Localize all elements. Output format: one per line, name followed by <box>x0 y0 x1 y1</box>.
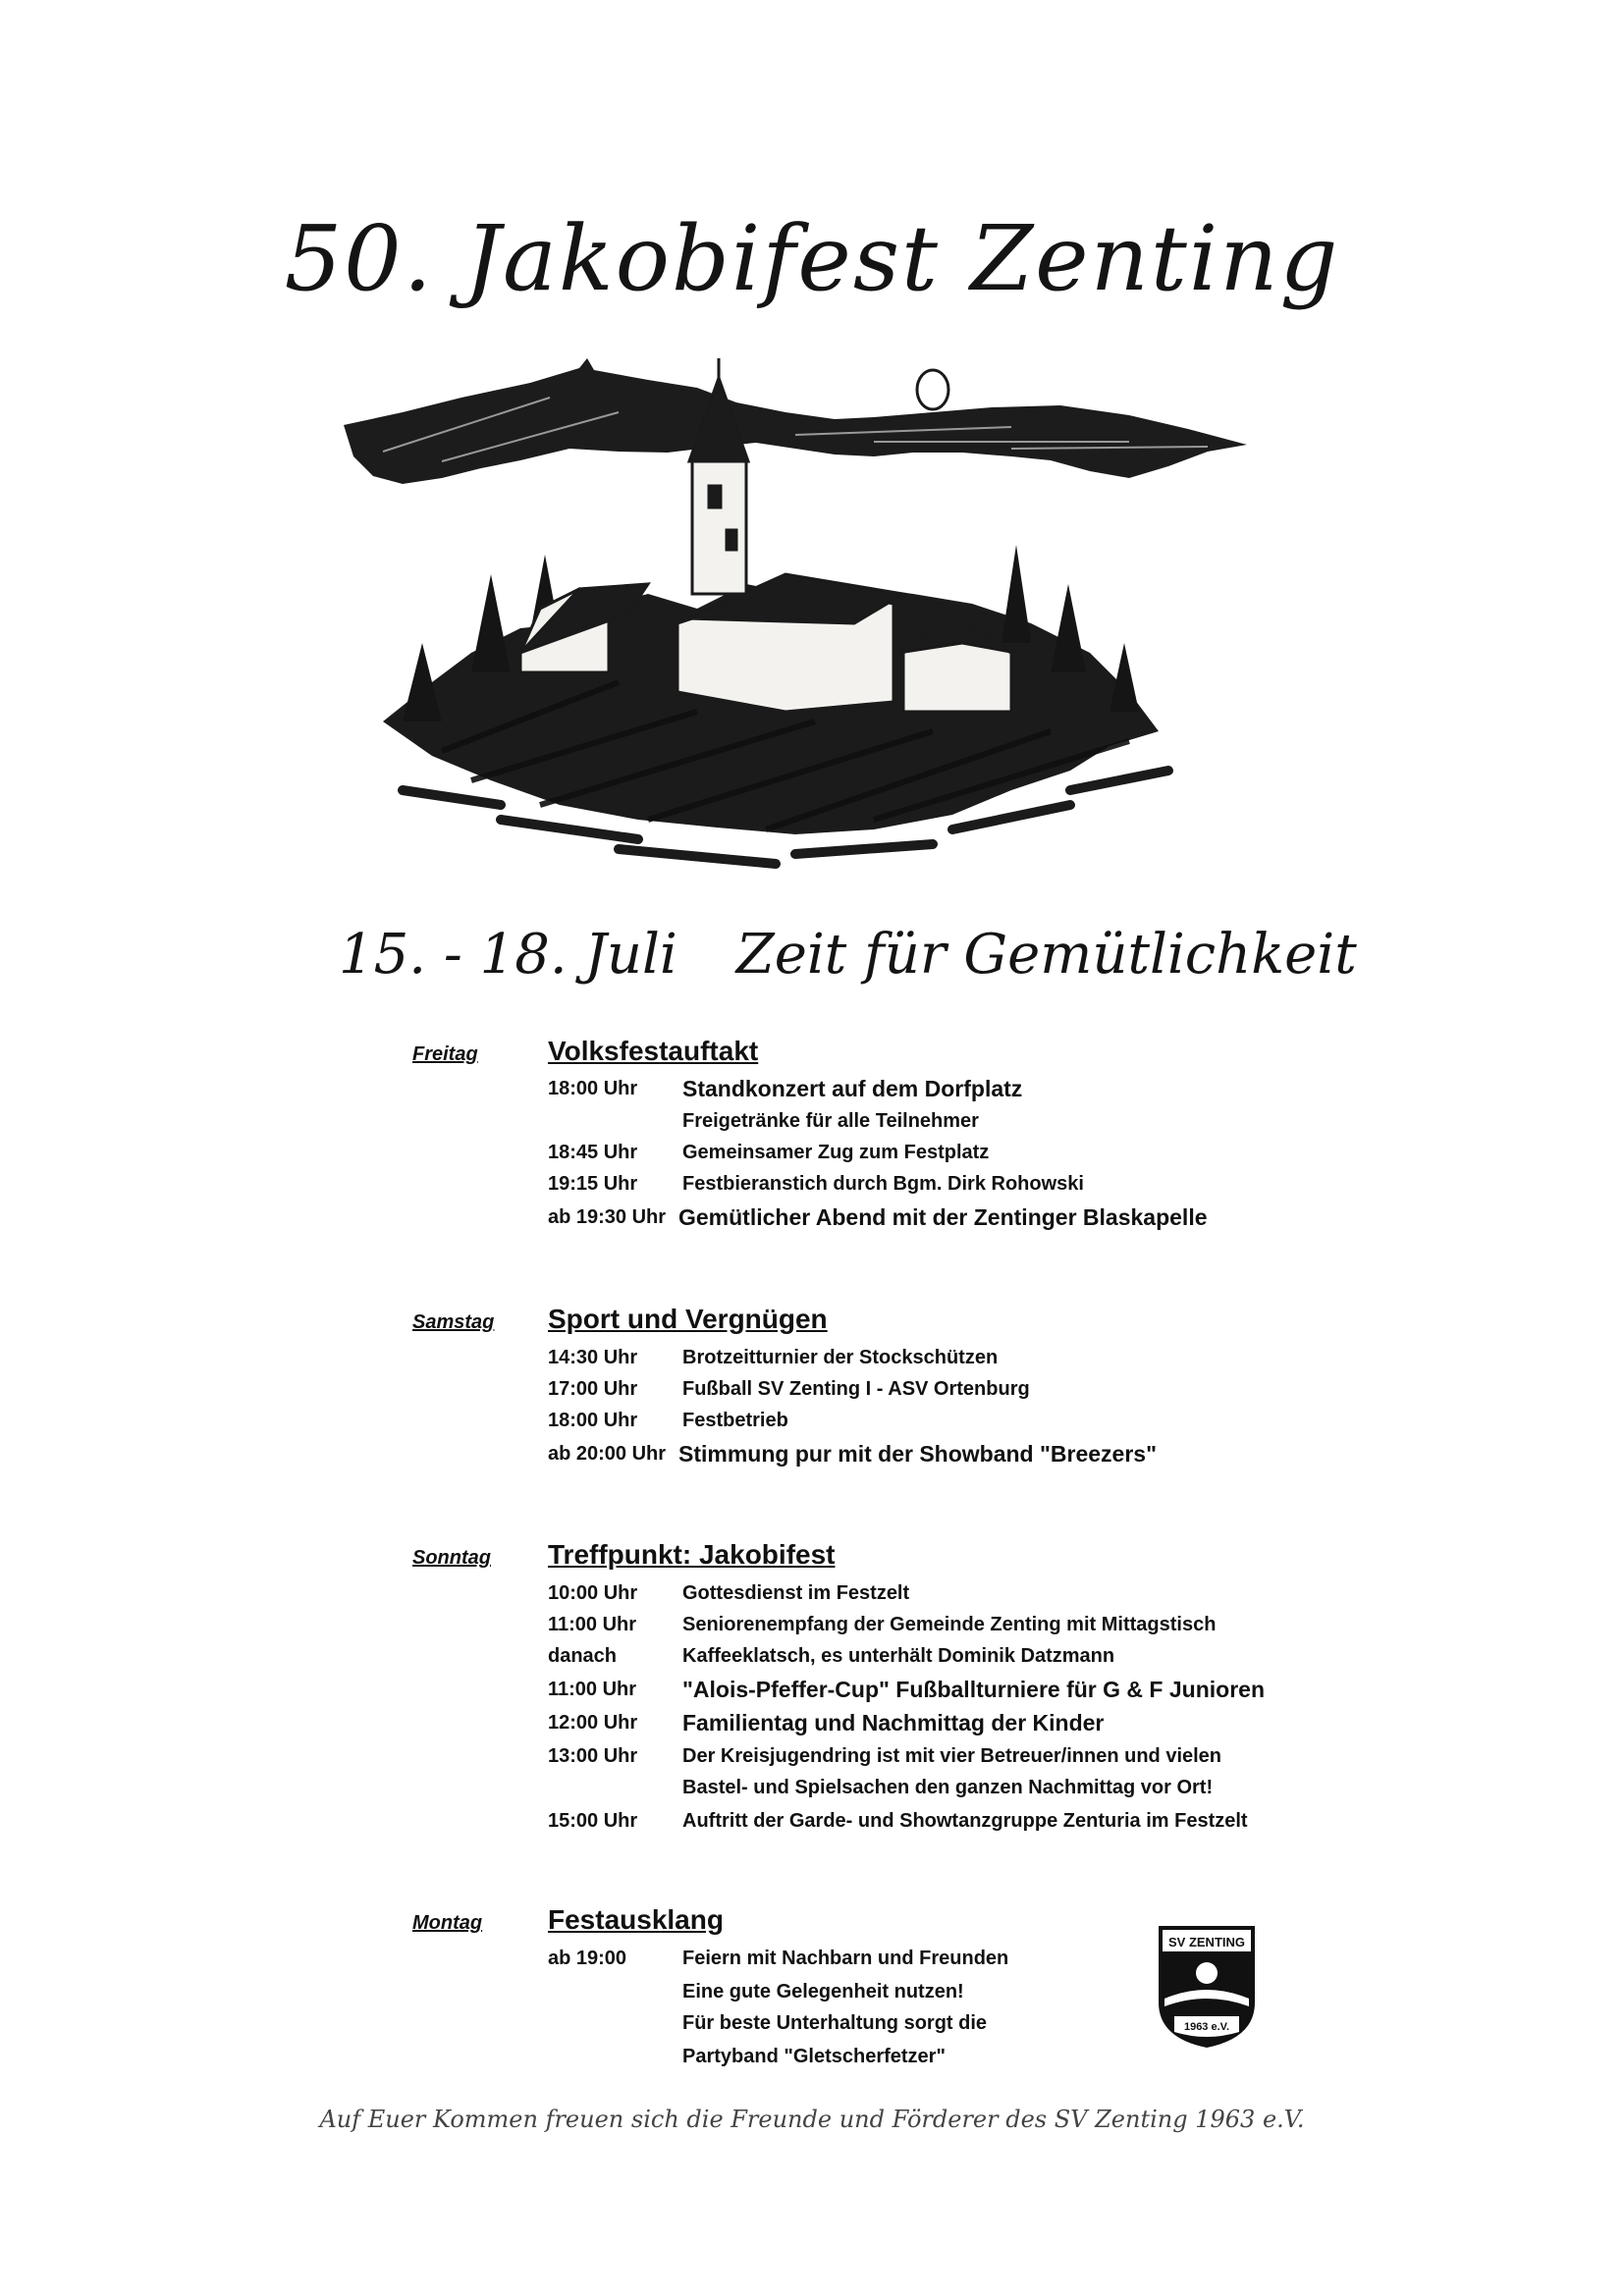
row-text: Standkonzert auf dem Dorfplatz <box>682 1076 1023 1101</box>
row-time: 10:00 Uhr <box>548 1582 638 1604</box>
row-time: 18:45 Uhr <box>548 1142 638 1163</box>
date-and-motto <box>339 923 1360 987</box>
row-text: Seniorenempfang der Gemeinde Zenting mit Mittagstisch <box>682 1614 1217 1635</box>
row-text: Der Kreisjugendring ist mit vier Betreuer/innen und vielen <box>682 1745 1222 1767</box>
row-text: Auftritt der Garde- und Showtanzgruppe Zenturia im Festzelt <box>682 1810 1248 1832</box>
row-text: Freigetränke für alle Teilnehmer <box>682 1110 979 1132</box>
row-time: 18:00 Uhr <box>548 1410 638 1431</box>
row-text: Gemütlicher Abend mit der Zentinger Blaskapelle <box>678 1204 1208 1230</box>
logo-bottom-text: 1963 e.V. <box>1183 2021 1230 2033</box>
day-heading: Treffpunkt: Jakobifest <box>548 1539 836 1570</box>
row-text: Für beste Unterhaltung sorgt die <box>682 2012 988 2034</box>
day-label: Sonntag <box>412 1547 491 1569</box>
row-time: ab 19:30 Uhr <box>548 1206 667 1228</box>
footer-invitation: Auf Euer Kommen freuen sich die Freunde und Förderer des SV Zenting 1963 e.V. <box>319 2106 1305 2133</box>
row-time: 14:30 Uhr <box>548 1347 638 1368</box>
day-heading: Festausklang <box>548 1904 724 1935</box>
church-tower <box>692 456 746 594</box>
row-time: 11:00 Uhr <box>548 1614 637 1635</box>
page-title: 50. Jakobifest Zenting <box>284 206 1340 311</box>
festival-motto: Zeit für Gemütlichkeit <box>735 923 1357 987</box>
row-time: 12:00 Uhr <box>548 1712 638 1734</box>
row-text: Bastel- und Spielsachen den ganzen Nachmittag vor Ort! <box>682 1777 1214 1798</box>
row-text: Familientag und Nachmittag der Kinder <box>682 1710 1105 1735</box>
logo-ball-icon <box>1196 1962 1218 1984</box>
row-text: Festbieranstich durch Bgm. Dirk Rohowski <box>682 1173 1084 1195</box>
row-time: danach <box>548 1645 618 1667</box>
festival-dates: 15. - 18. Juli <box>339 923 677 987</box>
row-time: 15:00 Uhr <box>548 1810 638 1832</box>
row-time: ab 19:00 <box>548 1948 627 1969</box>
row-text: "Alois-Pfeffer-Cup" Fußballturniere für G & F Junioren <box>682 1677 1265 1702</box>
sun-circle <box>917 370 948 409</box>
row-time: 13:00 Uhr <box>548 1745 638 1767</box>
day-label: Montag <box>412 1912 483 1934</box>
row-text: Partyband "Gletscherfetzer" <box>682 2046 946 2067</box>
row-text: Gottesdienst im Festzelt <box>682 1582 910 1604</box>
sv-zenting-club-logo <box>1155 1922 1259 2052</box>
row-time: 11:00 Uhr <box>548 1679 637 1700</box>
row-time: 18:00 Uhr <box>548 1078 638 1099</box>
row-text: Gemeinsamer Zug zum Festplatz <box>682 1142 990 1163</box>
row-time: 19:15 Uhr <box>548 1173 638 1195</box>
day-heading: Volksfestauftakt <box>548 1036 759 1066</box>
day-label: Freitag <box>412 1043 478 1065</box>
logo-top-text: SV ZENTING <box>1167 1935 1246 1949</box>
row-text: Brotzeitturnier der Stockschützen <box>682 1347 999 1368</box>
row-text: Fußball SV Zenting I - ASV Ortenburg <box>682 1378 1030 1400</box>
row-text: Stimmung pur mit der Showband "Breezers" <box>678 1441 1157 1467</box>
row-text: Feiern mit Nachbarn und Freunden <box>682 1948 1009 1969</box>
row-text: Festbetrieb <box>682 1410 788 1431</box>
row-text: Eine gute Gelegenheit nutzen! <box>682 1981 964 2002</box>
row-time: 17:00 Uhr <box>548 1378 638 1400</box>
day-heading: Sport und Vergnügen <box>548 1304 828 1334</box>
day-label: Samstag <box>412 1311 495 1333</box>
church-hill-illustration <box>324 358 1286 893</box>
row-text: Kaffeeklatsch, es unterhält Dominik Datzmann <box>682 1645 1115 1667</box>
row-time: ab 20:00 Uhr <box>548 1443 667 1465</box>
